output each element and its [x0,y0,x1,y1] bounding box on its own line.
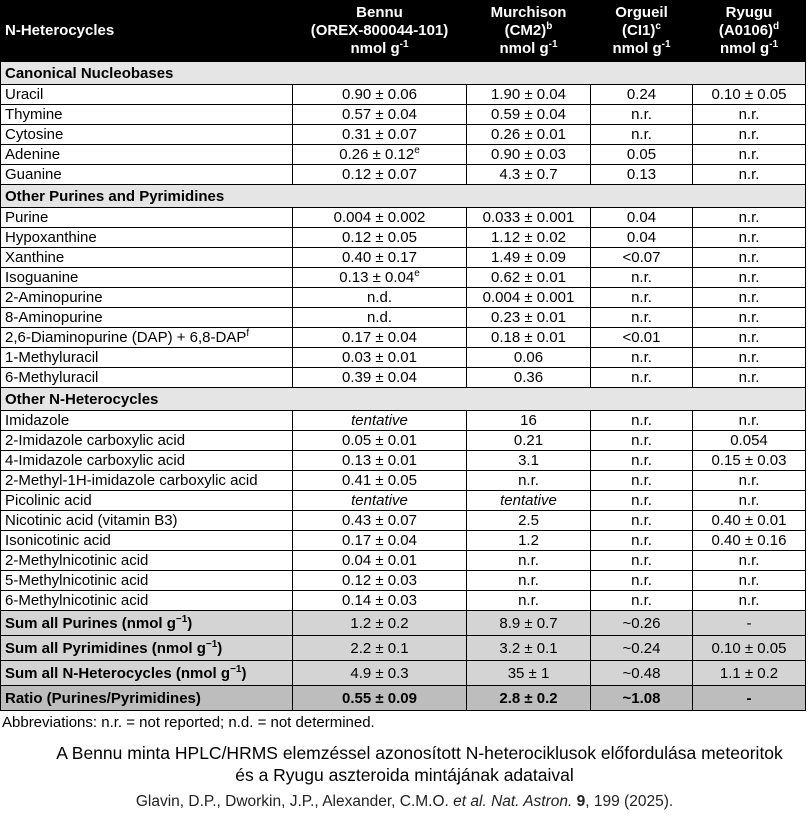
murchison-value: n.r. [467,591,591,611]
table-row [1,511,806,531]
table-row [1,591,806,611]
bennu-value: 0.31 ± 0.07 [293,125,467,145]
hungarian-caption-line-1: A Bennu minta HPLC/HRMS elemzéssel azonosított N-heterociklusok előfordulása meteoritok [56,743,783,763]
ryugu-value: n.r. [693,105,806,125]
table-row [1,125,806,145]
ryugu-sum-value: - [693,611,806,636]
murchison-value: tentative [467,491,591,511]
orgueil-value: n.r. [591,288,693,308]
sum-label: Sum all Purines (nmol $g^{-1}$) [1,611,293,636]
murchison-sum-value: 3.2 ± 0.1 [467,636,591,661]
orgueil-value: n.r. [591,268,693,288]
ryugu-value: n.r. [693,145,806,165]
orgueil-value: n.r. [591,105,693,125]
sum-row [1,636,806,661]
murchison-value: 1.90 ± 0.04 [467,85,591,105]
bennu-value: tentative [293,491,467,511]
ryugu-value: n.r. [693,328,806,348]
ryugu-value: n.r. [693,248,806,268]
compound-name: 4-Imidazole carboxylic acid [1,451,293,471]
bennu-ratio-value: 0.55 ± 0.09 [293,686,467,711]
bennu-value: 0.17 ± 0.04 [293,531,467,551]
bennu-value: 0.39 ± 0.04 [293,368,467,388]
compound-name: Nicotinic acid (vitamin B3) [1,511,293,531]
table-row [1,411,806,431]
bennu-value: 0.05 ± 0.01 [293,431,467,451]
murchison-value: 0.004 ± 0.001 [467,288,591,308]
compound-name: Imidazole [1,411,293,431]
bennu-value: 0.41 ± 0.05 [293,471,467,491]
murchison-value: 4.3 ± 0.7 [467,165,591,185]
table-row [1,531,806,551]
compound-name: Isoguanine [1,268,293,288]
bennu-value: 0.13 ± 0.01 [293,451,467,471]
orgueil-value: 0.24 [591,85,693,105]
ryugu-value: n.r. [693,228,806,248]
ratio-label: Ratio (Purines/Pyrimidines) [1,686,293,711]
murchison-value: n.r. [467,551,591,571]
bennu-value: 0.43 ± 0.07 [293,511,467,531]
ryugu-sum-value: 0.10 ± 0.05 [693,636,806,661]
murchison-value: n.r. [467,571,591,591]
orgueil-value: n.r. [591,368,693,388]
bennu-value: n.d. [293,308,467,328]
orgueil-value: n.r. [591,511,693,531]
table-body [1,62,806,711]
orgueil-ratio-value: ~1.08 [591,686,693,711]
abbreviations-footnote: Abbreviations: n.r. = not reported; n.d. = not determined. [2,714,375,731]
table-row [1,165,806,185]
compound-name: Adenine [1,145,293,165]
murchison-value: 0.23 ± 0.01 [467,308,591,328]
compound-name: Purine [1,208,293,228]
compound-name: 2-Methyl-1H-imidazole carboxylic acid [1,471,293,491]
orgueil-value: n.r. [591,531,693,551]
compound-name: 5-Methylnicotinic acid [1,571,293,591]
murchison-value: 16 [467,411,591,431]
ryugu-value: n.r. [693,591,806,611]
table-row [1,105,806,125]
bennu-sum-value: 2.2 ± 0.1 [293,636,467,661]
murchison-value: 0.26 ± 0.01 [467,125,591,145]
ryugu-value: 0.40 ± 0.01 [693,511,806,531]
compound-name: 2-Aminopurine [1,288,293,308]
orgueil-value: 0.04 [591,228,693,248]
bennu-value: 0.04 ± 0.01 [293,551,467,571]
section-title: Other Purines and Pyrimidines [1,185,806,208]
orgueil-value: <0.07 [591,248,693,268]
table-row [1,491,806,511]
orgueil-sum-value: ~0.26 [591,611,693,636]
compound-name: Picolinic acid [1,491,293,511]
orgueil-value: n.r. [591,451,693,471]
orgueil-value: n.r. [591,125,693,145]
bennu-value: 0.17 ± 0.04 [293,328,467,348]
murchison-value: 0.033 ± 0.001 [467,208,591,228]
compound-name: 2-Imidazole carboxylic acid [1,431,293,451]
compound-name: Uracil [1,85,293,105]
bennu-value: 0.26 ± 0.12$^e$ [293,145,467,165]
ryugu-ratio-value: - [693,686,806,711]
ryugu-value: n.r. [693,268,806,288]
murchison-value: 2.5 [467,511,591,531]
bennu-value: 0.12 ± 0.07 [293,165,467,185]
sum-row [1,661,806,686]
murchison-value: 0.18 ± 0.01 [467,328,591,348]
orgueil-value: n.r. [591,411,693,431]
bennu-value: 0.004 ± 0.002 [293,208,467,228]
ryugu-value: 0.054 [693,431,806,451]
ryugu-value: n.r. [693,308,806,328]
section-title: Canonical Nucleobases [1,62,806,85]
bennu-value: tentative [293,411,467,431]
murchison-value: 1.49 ± 0.09 [467,248,591,268]
ryugu-value: n.r. [693,288,806,308]
header-murchison: Murchison $(CM2)^b$ nmol $g^{-1}$ [467,1,591,62]
ryugu-value: n.r. [693,125,806,145]
orgueil-sum-value: ~0.24 [591,636,693,661]
ryugu-value: n.r. [693,348,806,368]
murchison-value: n.r. [467,471,591,491]
table-row [1,208,806,228]
sum-row [1,611,806,636]
bennu-value: 0.90 ± 0.06 [293,85,467,105]
bennu-value: n.d. [293,288,467,308]
orgueil-value: 0.13 [591,165,693,185]
ryugu-value: 0.10 ± 0.05 [693,85,806,105]
hungarian-caption-line-2: és a Ryugu aszteroida mintájának adataival [235,765,574,785]
bennu-value: 0.03 ± 0.01 [293,348,467,368]
header-orgueil: Orgueil $(CI1)^c$ nmol $g^{-1}$ [591,1,693,62]
table-row [1,451,806,471]
bennu-sum-value: 4.9 ± 0.3 [293,661,467,686]
orgueil-value: n.r. [591,491,693,511]
compound-name: Hypoxanthine [1,228,293,248]
compound-name: 2-Methylnicotinic acid [1,551,293,571]
compound-name: 2,6-Diaminopurine $(DAP) + 6,8-DAP^f$ [1,328,293,348]
orgueil-value: <0.01 [591,328,693,348]
compound-name: Thymine [1,105,293,125]
murchison-ratio-value: 2.8 ± 0.2 [467,686,591,711]
table-row [1,248,806,268]
murchison-value: 0.90 ± 0.03 [467,145,591,165]
table-row [1,571,806,591]
compound-name: Guanine [1,165,293,185]
orgueil-value: n.r. [591,591,693,611]
orgueil-value: n.r. [591,551,693,571]
table-row [1,85,806,105]
orgueil-value: 0.04 [591,208,693,228]
orgueil-sum-value: ~0.48 [591,661,693,686]
header-ryugu: Ryugu $(A0106)^d$ nmol $g^{-1}$ [693,1,806,62]
murchison-sum-value: 8.9 ± 0.7 [467,611,591,636]
murchison-value: 0.36 [467,368,591,388]
murchison-value: 0.62 ± 0.01 [467,268,591,288]
murchison-value: 3.1 [467,451,591,471]
murchison-value: 0.59 ± 0.04 [467,105,591,125]
table-row [1,551,806,571]
bennu-value: 0.57 ± 0.04 [293,105,467,125]
table-row [1,308,806,328]
header-bennu: Bennu (OREX-800044-101) nmol $g^{-1}$ [293,1,467,62]
ryugu-value: n.r. [693,368,806,388]
section-title: Other N-Heterocycles [1,388,806,411]
compound-name: Xanthine [1,248,293,268]
ryugu-value: n.r. [693,571,806,591]
table-row [1,228,806,248]
table-row [1,288,806,308]
table-row [1,145,806,165]
orgueil-value: 0.05 [591,145,693,165]
section-header-row [1,388,806,411]
orgueil-value: n.r. [591,571,693,591]
sum-label: Sum all Pyrimidines (nmol $g^{-1}$) [1,636,293,661]
compound-name: 6-Methylnicotinic acid [1,591,293,611]
bennu-value: 0.12 ± 0.03 [293,571,467,591]
compound-name: 6-Methyluracil [1,368,293,388]
bennu-value: 0.13 ± 0.04$^e$ [293,268,467,288]
orgueil-value: n.r. [591,308,693,328]
ryugu-value: n.r. [693,491,806,511]
ryugu-value: 0.40 ± 0.16 [693,531,806,551]
orgueil-value: n.r. [591,431,693,451]
section-header-row [1,62,806,85]
murchison-value: 0.21 [467,431,591,451]
table-row [1,348,806,368]
ratio-row [1,686,806,711]
table-row [1,431,806,451]
ryugu-value: n.r. [693,411,806,431]
bennu-value: 0.12 ± 0.05 [293,228,467,248]
compound-name: Cytosine [1,125,293,145]
murchison-value: 0.06 [467,348,591,368]
sum-label: Sum all N-Heterocycles (nmol $g^{-1}$) [1,661,293,686]
ryugu-value: 0.15 ± 0.03 [693,451,806,471]
table-row [1,368,806,388]
orgueil-value: n.r. [591,348,693,368]
ryugu-value: n.r. [693,551,806,571]
orgueil-value: n.r. [591,471,693,491]
ryugu-sum-value: 1.1 ± 0.2 [693,661,806,686]
table-row [1,471,806,491]
ryugu-value: n.r. [693,471,806,491]
compound-name: 8-Aminopurine [1,308,293,328]
ryugu-value: n.r. [693,208,806,228]
murchison-sum-value: 35 ± 1 [467,661,591,686]
table-row [1,268,806,288]
table-row [1,328,806,348]
section-header-row [1,185,806,208]
compound-name: 1-Methyluracil [1,348,293,368]
citation: Glavin, D.P., Dworkin, J.P., Alexander, C.M.O. et al. Nat. Astron. 9, 199 (2025). [135,793,674,810]
header-n-heterocycles: N-Heterocycles [1,1,293,62]
table-header-row [1,1,806,62]
ryugu-value: n.r. [693,165,806,185]
compound-name: Isonicotinic acid [1,531,293,551]
murchison-value: 1.12 ± 0.02 [467,228,591,248]
bennu-sum-value: 1.2 ± 0.2 [293,611,467,636]
murchison-value: 1.2 [467,531,591,551]
bennu-value: 0.40 ± 0.17 [293,248,467,268]
bennu-value: 0.14 ± 0.03 [293,591,467,611]
